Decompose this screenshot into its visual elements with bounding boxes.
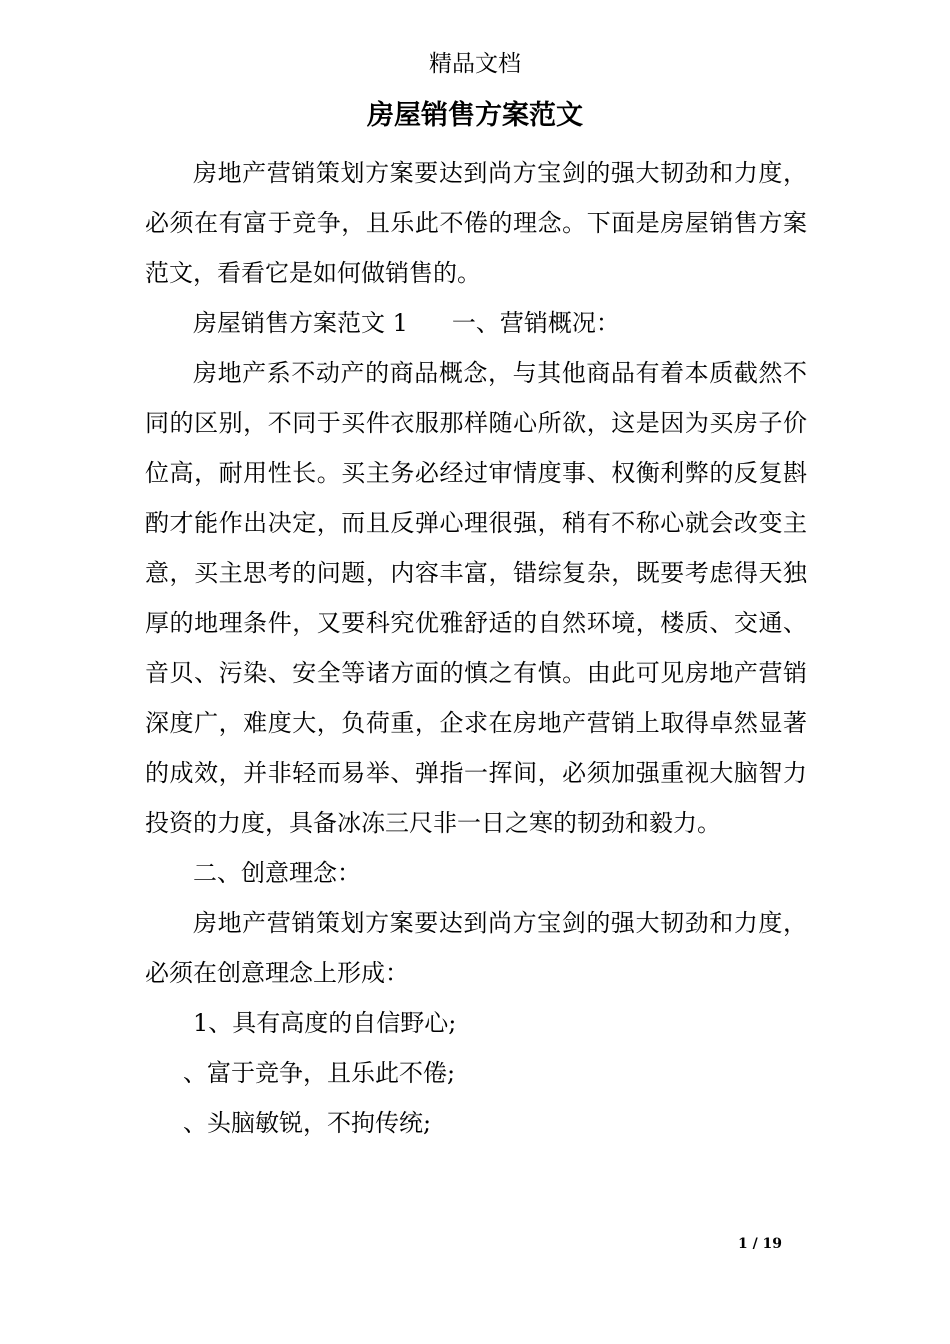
section-heading-line xyxy=(145,298,807,348)
creative-heading: 二、创意理念： xyxy=(193,859,361,887)
list-item: 1、具有高度的自信野心; xyxy=(193,1009,457,1037)
section-title: 房屋销售方案范文 1 xyxy=(193,309,408,337)
page-number: 1 / 19 xyxy=(737,1236,783,1252)
overview-paragraph: 房地产系不动产的商品概念，与其他商品有着本质截然不同的区别，不同于买件衣服那样随心所欲，这是因为买房子价位高，耐用性长。买主务必经过审情度事、权衡利弊的反复斟酌才能作出决定，而且反弹心理很强，稍有不称心就会改变主意，买主思考的问题，内容丰富，错综复杂，既要考虑得天独厚的地理条件，又要科究优雅舒适的自然环境，楼质、交通、音贝、污染、安全等诸方面的慎之有慎。由此可见房地产营销深度广，难度大，负荷重，企求在房地产营销上取得卓然显著的成效，并非轻而易举、弹指一挥间，必须加强重视大脑智力投资的力度，具备冰冻三尺非一日之寒的韧劲和毅力。 xyxy=(145,359,807,837)
subsection-title: 一、营销概况： xyxy=(451,309,620,337)
document-body xyxy=(145,148,807,1148)
creative-paragraph: 房地产营销策划方案要达到尚方宝剑的强大韧劲和力度，必须在创意理念上形成： xyxy=(145,909,807,987)
document-title: 房屋销售方案范文 xyxy=(367,100,583,131)
intro-paragraph: 房地产营销策划方案要达到尚方宝剑的强大韧劲和力度，必须在有富于竞争，且乐此不倦的理念。下面是房屋销售方案范文，看看它是如何做销售的。 xyxy=(145,159,807,287)
list-item: 、头脑敏锐，不拘传统; xyxy=(183,1109,432,1137)
list-item: 、富于竞争，且乐此不倦; xyxy=(183,1059,456,1087)
document-header: 精品文档 xyxy=(429,51,521,77)
